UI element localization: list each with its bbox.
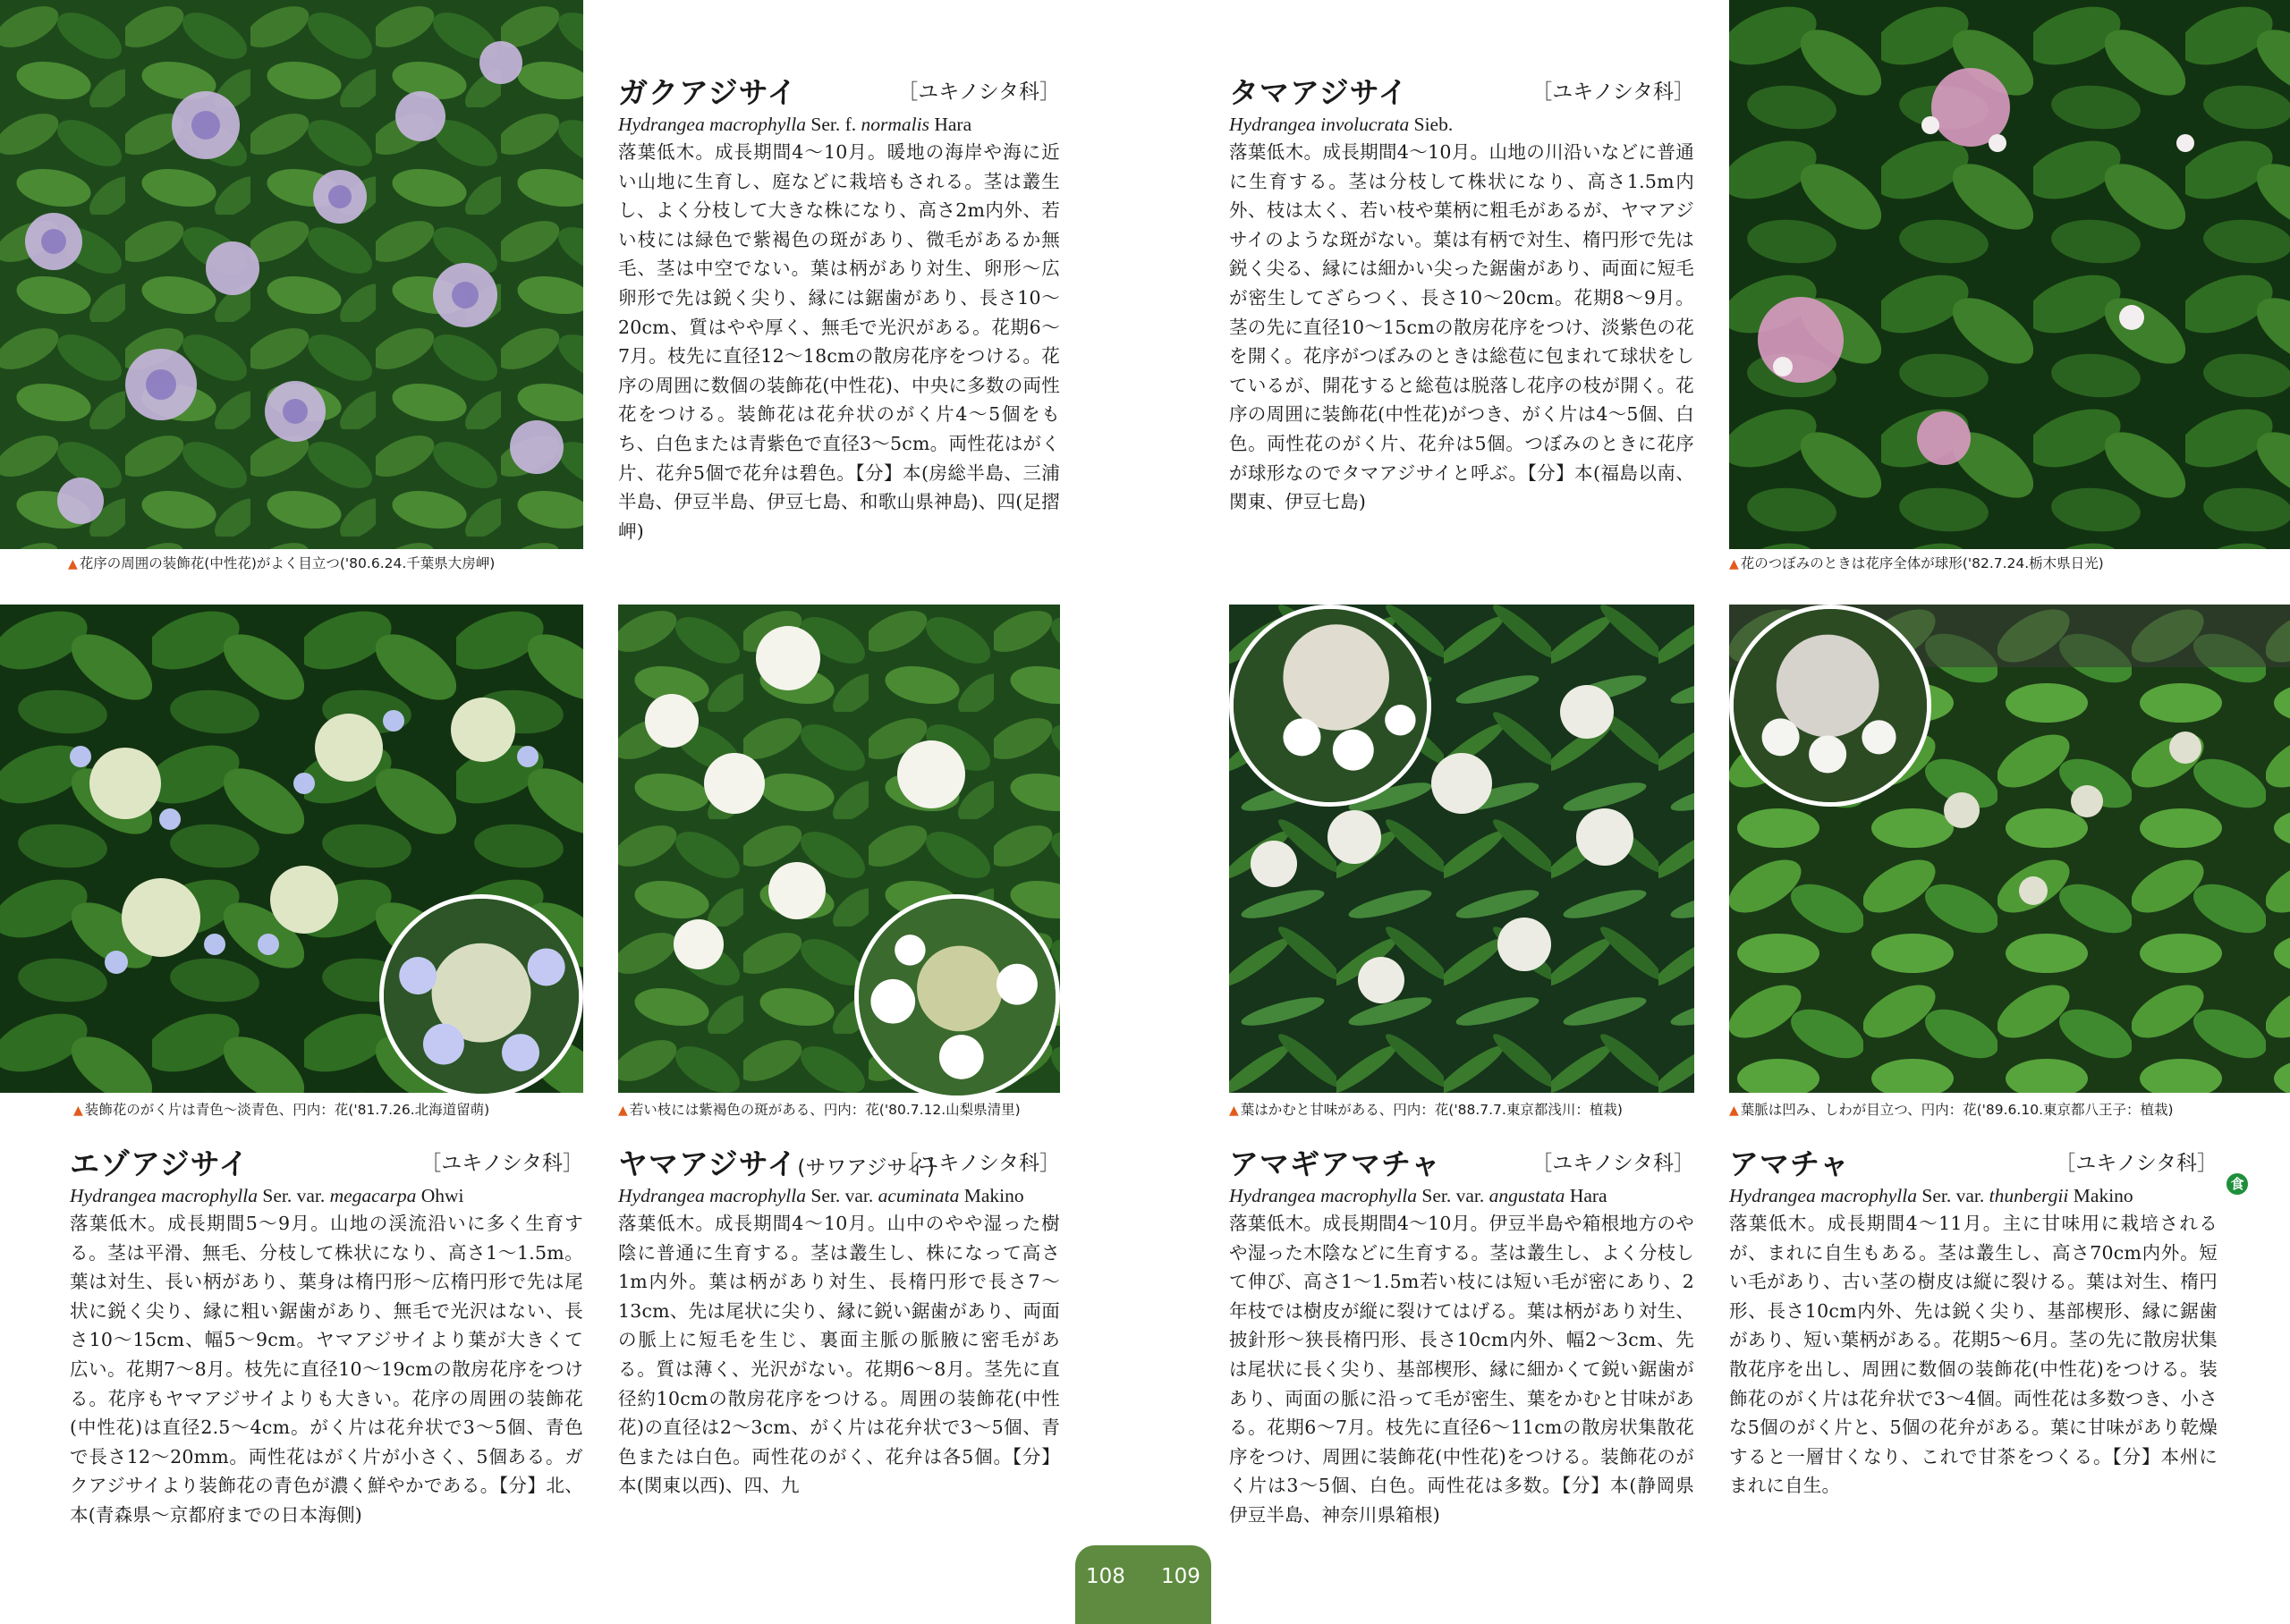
alternate-name: (サワアジサイ)	[797, 1156, 935, 1180]
description: 落葉低木。成長期間4～10月。山地の川沿いなどに普通に生育する。茎は分枝して株状になり、高さ1.5m内外、枝は太く、若い枝や葉柄に粗毛があるが、ヤマアジサイのような斑がない。葉は有柄で対生、楕円形で先は鋭く尖る、縁には細かい尖った鋸歯があり、両面に短毛が密生してざらつく、長さ10～20cm。花期8～9月。茎の先に直径10～15cmの散房花序をつけ、淡紫色の花を開く。花序がつぼみのときは総苞に包まれて球状をしているが、開花すると総苞は脱落し花序の枝が開く。花序の周囲に装飾花(中性花)がつき、がく片は4～5個、白色。両性花のがく片、花弁は5個。つぼみのときに花序が球形なのでタマアジサイと呼ぶ。【分】本(福島以南、関東、伊豆七島)	[1229, 141, 1694, 513]
entry-ezoajisai	[70, 1141, 583, 1530]
description: 落葉低木。成長期間4～10月。山中のやや湿った樹陰に普通に生育する。茎は叢生し、株になって高さ1m内外。葉は柄があり対生、長楕円形で長さ7～13cm、先は尾状に尖り、縁に鋭い鋸歯があり、両面の脈上に短毛を生じ、裏面主脈の脈腋に密毛がある。質は薄く、光沢がない。花期6～8月。茎先に直径約10cmの散房花序をつける。周囲の装飾花(中性花)の直径は2～3cm、がく片は花弁状で3～5個、青色または白色。両性花のがく、花弁は各5個。【分】本(関東以西)、四、九	[618, 1213, 1060, 1497]
family-label: ［ユキノシタ科］	[897, 80, 1060, 104]
photo-amagiamacha-inset	[1229, 605, 1431, 807]
entry-gakuajisai	[618, 70, 1060, 546]
caption-marker-icon: ▲	[1729, 557, 1739, 571]
caption-amagiamacha	[1229, 1099, 1623, 1119]
scientific-name: Hydrangea involucrata Sieb.	[1229, 114, 1454, 135]
caption-gakuajisai	[68, 553, 495, 572]
photo-gakuajisai	[0, 0, 583, 549]
entry-yamaajisai	[618, 1141, 1060, 1501]
description: 落葉低木。成長期間4～11月。主に甘味用に栽培されるが、まれに自生もある。茎は叢生し、高さ70cm内外。短い毛があり、古い茎の樹皮は縦に裂ける。葉は対生、楕円形、長さ10cm内外、先は鋭く尖り、基部楔形、縁に鋸歯があり、短い葉柄がある。花期5～6月。茎の先に散房状集散花序を出し、周囲に数個の装飾花(中性花)をつける。装飾花のがく片は花弁状で3～4個。両性花は多数つき、小さな5個のがく片と、5個の花弁がある。葉に甘味があり乾燥すると一層甘くなり、これで甘茶をつくる。【分】本州にまれに自生。	[1729, 1213, 2218, 1497]
caption-yamaajisai	[618, 1099, 1021, 1119]
scientific-name: Hydrangea macrophylla Ser. var. thunbergii Makino	[1729, 1185, 2133, 1206]
family-label: ［ユキノシタ科］	[897, 1152, 1060, 1175]
scientific-name: Hydrangea macrophylla Ser. var. megacarpa Ohwi	[70, 1185, 464, 1206]
description: 落葉低木。成長期間4～10月。伊豆半島や箱根地方のやや湿った木陰などに生育する。茎は叢生し、よく分枝して伸び、高さ1～1.5m若い枝には短い毛が密にあり、2年枝では樹皮が縦に裂けてはげる。葉は柄があり対生、披針形～狭長楕円形、長さ10cm内外、幅2～3cm、先は尾状に長く尖り、基部楔形、縁に細かくて鋭い鋸歯があり、両面の脈に沿って毛が密生、葉をかむと甘味がある。花期6～7月。枝先に直径6～11cmの散房状集散花序をつけ、周囲に装飾花(中性花)をつける。装飾花のがく片は3～5個、白色。両性花は多数。【分】本(静岡県伊豆半島、神奈川県箱根)	[1229, 1213, 1694, 1526]
species-name: アマチャ	[1729, 1146, 1851, 1181]
species-name: エゾアジサイ	[70, 1146, 250, 1181]
photo-amacha-inset	[1729, 605, 1931, 807]
edible-icon: 食	[2226, 1173, 2248, 1195]
description: 落葉低木。成長期間4～10月。暖地の海岸や海に近い山地に生育し、庭などに栽培もされる。茎は叢生し、よく分枝して大きな株になり、高さ2m内外、若い枝には緑色で紫褐色の斑があり、微毛があるか無毛、茎は中空でない。葉は柄があり対生、卵形～広卵形で先は鋭く尖り、縁には鋸歯があり、長さ10～20cm、質はやや厚く、無毛で光沢がある。花期6～7月。枝先に直径12～18cmの散房花序をつける。花序の周囲に数個の装飾花(中性花)、中央に多数の両性花をつける。装飾花は花弁状のがく片4～5個をもち、白色または青紫色で直径3～5cm。両性花はがく片、花弁5個で花弁は碧色。【分】本(房総半島、三浦半島、伊豆半島、伊豆七島、和歌山県神島)、四(足摺岬)	[618, 141, 1060, 542]
scientific-name: Hydrangea macrophylla Ser. var. acuminata Makino	[618, 1185, 1024, 1206]
caption-text: 葉脈は凹み、しわが目立つ、円内：花('89.6.10.東京都八王子：植栽)	[1740, 1102, 2174, 1118]
photo-yamaajisai-inset	[854, 894, 1060, 1100]
caption-text: 葉はかむと甘味がある、円内：花('88.7.7.東京都浅川：植栽)	[1240, 1102, 1623, 1118]
family-label: ［ユキノシタ科］	[2055, 1152, 2218, 1175]
caption-tamaajisai	[1729, 553, 2104, 572]
entry-amagiamacha	[1229, 1141, 1694, 1530]
scientific-name: Hydrangea macrophylla Ser. f. normalis Hara	[618, 114, 972, 135]
page-number-tab	[1075, 1545, 1211, 1624]
photo-tamaajisai	[1729, 0, 2290, 549]
species-name: ヤマアジサイ(サワアジサイ)	[618, 1146, 935, 1181]
family-label: ［ユキノシタ科］	[420, 1152, 583, 1175]
page-number-left: 108	[1086, 1565, 1125, 1588]
entry-amacha	[1729, 1141, 2244, 1501]
caption-text: 装飾花のがく片は青色～淡青色、円内：花('81.7.26.北海道留萌)	[84, 1102, 490, 1118]
species-name: タマアジサイ	[1229, 75, 1409, 110]
species-name: アマギアマチャ	[1229, 1146, 1442, 1181]
caption-text: 若い枝には紫褐色の斑がある、円内：花('80.7.12.山梨県清里)	[629, 1102, 1021, 1118]
photo-ezoajisai-inset	[379, 894, 583, 1098]
page-number-right: 109	[1161, 1565, 1200, 1588]
scientific-name: Hydrangea macrophylla Ser. var. angustata Hara	[1229, 1185, 1607, 1206]
caption-marker-icon: ▲	[73, 1104, 83, 1118]
caption-ezoajisai	[73, 1099, 489, 1119]
description: 落葉低木。成長期間5～9月。山地の渓流沿いに多く生育する。茎は平滑、無毛、分枝して株状になり、高さ1～1.5m。葉は対生、長い柄があり、葉身は楕円形～広楕円形で先は尾状に鋭く尖り、縁に粗い鋸歯があり、無毛で光沢はない、長さ10～15cm、幅5～9cm。ヤマアジサイより葉が大きくて広い。花期7～8月。枝先に直径10～19cmの散房花序をつける。花序もヤマアジサイよりも大きい。花序の周囲の装飾花(中性花)は直径2.5～4cm。がく片は花弁状で3～5個、青色で長さ12～20mm。両性花はがく片が小さく、5個ある。ガクアジサイより装飾花の青色が濃く鮮やかである。【分】北、本(青森県～京都府までの日本海側)	[70, 1213, 583, 1526]
caption-marker-icon: ▲	[1229, 1104, 1239, 1118]
family-label: ［ユキノシタ科］	[1531, 1152, 1694, 1175]
family-label: ［ユキノシタ科］	[1531, 80, 1694, 104]
caption-text: 花のつぼみのときは花序全体が球形('82.7.24.栃木県日光)	[1740, 555, 2104, 571]
entry-tamaajisai	[1229, 70, 1694, 517]
caption-marker-icon: ▲	[618, 1104, 628, 1118]
caption-amacha	[1729, 1099, 2174, 1119]
caption-marker-icon: ▲	[1729, 1104, 1739, 1118]
caption-text: 花序の周囲の装飾花(中性花)がよく目立つ('80.6.24.千葉県大房岬)	[79, 555, 496, 571]
caption-marker-icon: ▲	[68, 557, 78, 571]
species-name: ガクアジサイ	[618, 75, 798, 110]
